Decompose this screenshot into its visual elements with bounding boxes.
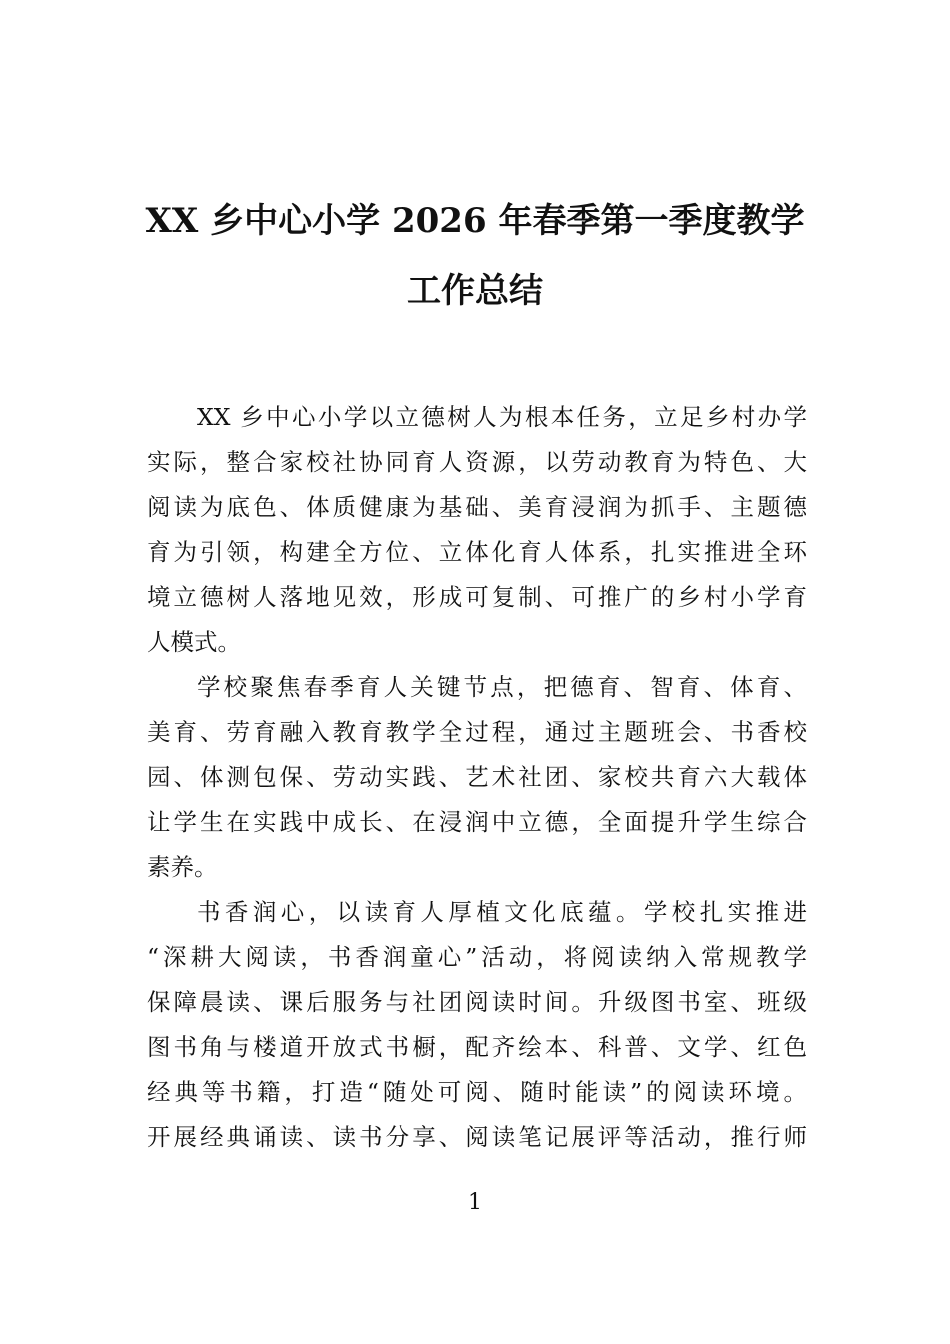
- paragraph-line: 让学生在实践中成长、在浸润中立德，全面提升学生综合: [147, 808, 807, 836]
- paragraph-3: [147, 890, 807, 1160]
- page-number: 1: [468, 1190, 482, 1215]
- paragraph-line: 素养。: [147, 853, 218, 881]
- paragraph-line: “深耕大阅读，书香润童心”活动，将阅读纳入常规教学: [147, 943, 807, 971]
- paragraph-line: 阅读为底色、体质健康为基础、美育浸润为抓手、主题德: [147, 493, 807, 521]
- document-body: [147, 395, 807, 1160]
- paragraph-line: 书香润心，以读育人厚植文化底蕴。学校扎实推进: [197, 898, 807, 926]
- paragraph-line: 育为引领，构建全方位、立体化育人体系，扎实推进全环: [147, 538, 807, 566]
- paragraph-line: 境立德树人落地见效，形成可复制、可推广的乡村小学育: [147, 583, 807, 611]
- paragraph-line: 学校聚焦春季育人关键节点，把德育、智育、体育、: [197, 673, 807, 701]
- paragraph-2: [147, 665, 807, 890]
- paragraph-line: 实际，整合家校社协同育人资源，以劳动教育为特色、大: [147, 448, 807, 476]
- document-title: [120, 186, 830, 326]
- title-line-2: 工作总结: [407, 271, 543, 311]
- paragraph-line: 美育、劳育融入教育教学全过程，通过主题班会、书香校: [147, 718, 807, 746]
- paragraph-line: 人模式。: [147, 628, 241, 656]
- title-line-1: XX 乡中心小学 2026 年春季第一季度教学: [145, 201, 805, 241]
- paragraph-line: 图书角与楼道开放式书橱，配齐绘本、科普、文学、红色: [147, 1033, 807, 1061]
- paragraph-line: XX 乡中心小学以立德树人为根本任务，立足乡村办学: [197, 403, 807, 431]
- paragraph-line: 开展经典诵读、读书分享、阅读笔记展评等活动，推行师: [147, 1123, 807, 1151]
- paragraph-line: 保障晨读、课后服务与社团阅读时间。升级图书室、班级: [147, 988, 807, 1016]
- paragraph-1: [147, 395, 807, 665]
- paragraph-line: 园、体测包保、劳动实践、艺术社团、家校共育六大载体: [147, 763, 807, 791]
- paragraph-line: 经典等书籍，打造“随处可阅、随时能读”的阅读环境。: [147, 1078, 807, 1106]
